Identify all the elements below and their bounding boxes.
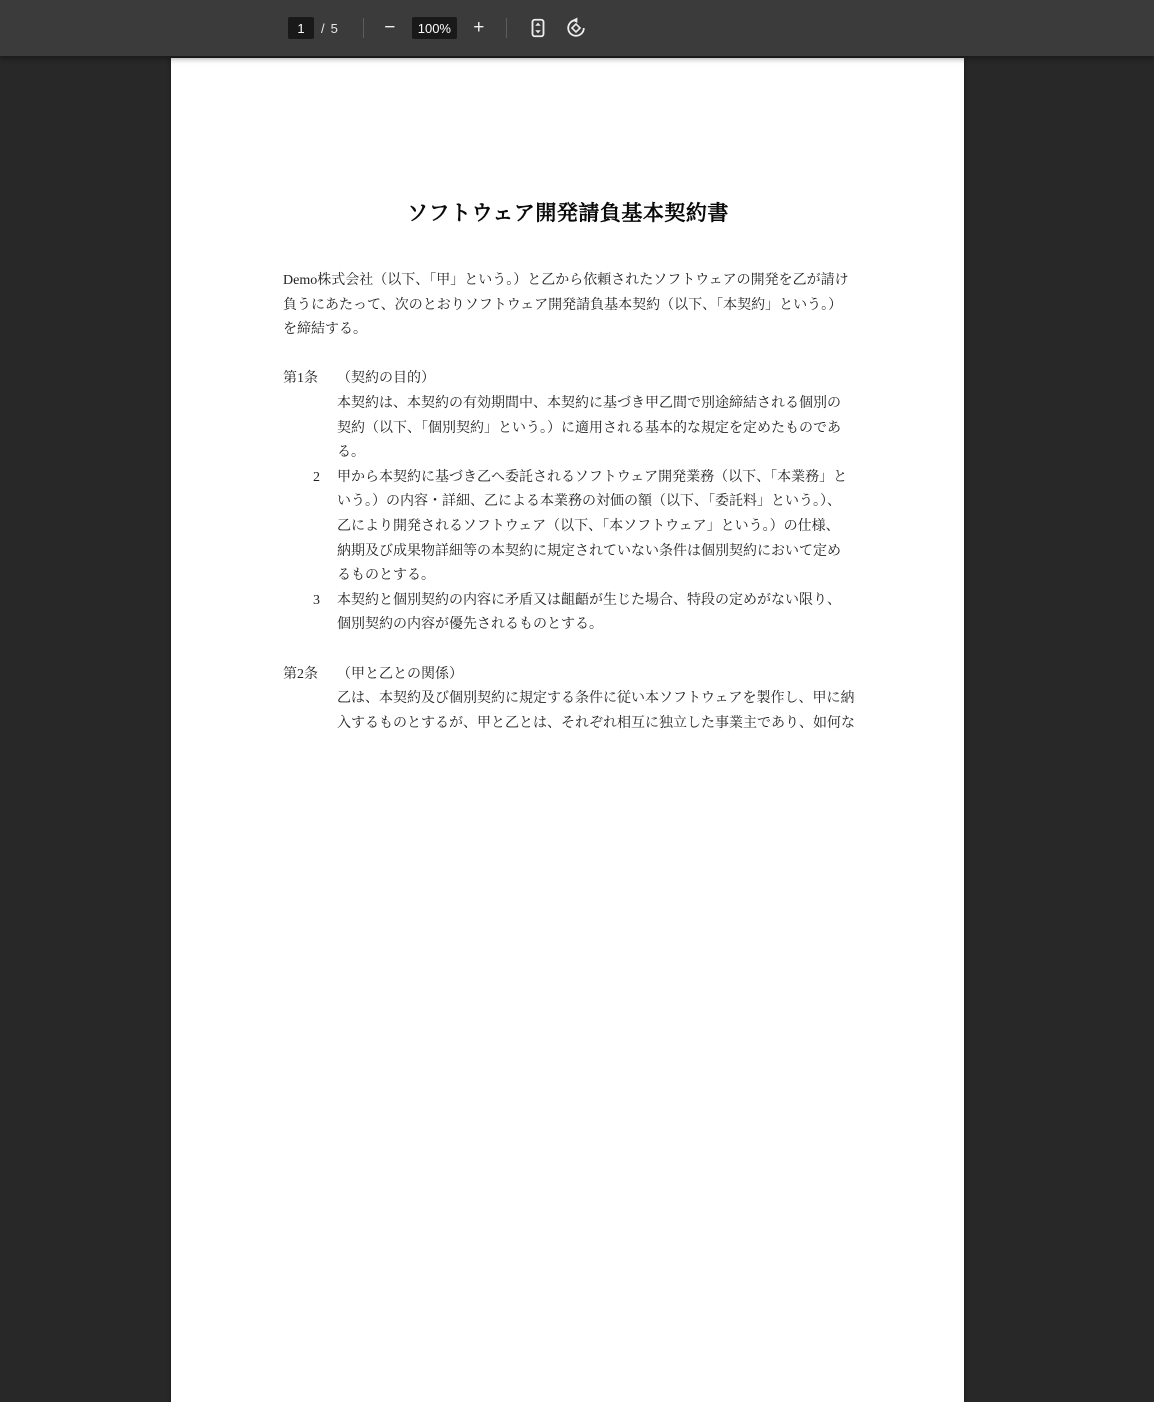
blank-line	[283, 343, 853, 368]
page-total: 5	[330, 20, 339, 36]
clause-number: 3	[313, 592, 320, 608]
fit-to-page-icon	[527, 17, 549, 39]
page-count-label	[321, 21, 344, 36]
document-body	[283, 269, 853, 736]
pdf-page	[171, 58, 964, 1402]
article-number: 第2条	[283, 666, 318, 682]
text-line: 乙は、本契約及び個別契約に規定する条件に従い本ソフトウェアを製作し、甲に納	[337, 691, 855, 707]
preamble-paragraph	[283, 269, 853, 343]
text-line: 本契約は、本契約の有効期間中、本契約に基づき甲乙間で別途締結される個別の	[337, 395, 841, 411]
zoom-in-button[interactable]: +	[466, 15, 492, 41]
zoom-level-input[interactable]	[412, 17, 457, 39]
text-line: る。	[337, 445, 365, 461]
toolbar-separator	[506, 18, 507, 38]
article-title: （甲と乙との関係）	[337, 666, 463, 682]
page-divider: /	[321, 20, 326, 36]
zoom-out-button[interactable]: −	[377, 15, 403, 41]
clause-block	[283, 466, 853, 589]
article-number: 第1条	[283, 371, 318, 387]
text-line: 契約（以下、「個別契約」という。）に適用される基本的な規定を定めたものであ	[337, 420, 841, 436]
fit-to-page-button[interactable]	[523, 13, 553, 43]
text-line: るものとする。	[337, 568, 435, 584]
clause-number: 2	[313, 469, 320, 485]
text-line: 負うにあたって、次のとおりソフトウェア開発請負基本契約（以下、「本契約」という。）	[283, 297, 843, 313]
clause-block	[283, 392, 853, 466]
text-line: 個別契約の内容が優先されるものとする。	[337, 617, 603, 633]
rotate-button[interactable]	[561, 13, 591, 43]
text-line: 入するものとするが、甲と乙とは、それぞれ相互に独立した事業主であり、如何な	[337, 715, 855, 731]
article-heading	[283, 367, 853, 392]
page-number-input[interactable]	[288, 17, 314, 39]
text-line: 納期及び成果物詳細等の本契約に規定されていない条件は個別契約において定め	[337, 543, 841, 559]
blank-line	[283, 638, 853, 663]
text-line: Demo株式会社（以下、「甲」という。）と乙から依頼されたソフトウェアの開発を乙が請け	[283, 273, 849, 288]
clause-block	[283, 687, 853, 736]
toolbar-separator	[363, 18, 364, 38]
text-line: を締結する。	[283, 322, 367, 338]
toolbar-controls	[288, 0, 599, 56]
text-line: 乙により開発されるソフトウェア（以下、「本ソフトウェア」という。）の仕様、	[337, 518, 840, 534]
pdf-viewer-toolbar	[0, 0, 1154, 56]
article-heading	[283, 663, 853, 688]
document-title: ソフトウェア開発請負基本契約書	[407, 201, 729, 225]
text-line: いう。）の内容・詳細、乙による本業務の対価の額（以下、「委託料」という。）、	[337, 494, 841, 510]
rotate-counterclockwise-icon	[565, 17, 587, 39]
text-line: 甲から本契約に基づき乙へ委託されるソフトウェア開発業務（以下、「本業務」と	[337, 469, 848, 485]
clause-block	[283, 589, 853, 638]
article-title: （契約の目的）	[337, 371, 435, 387]
text-line: 本契約と個別契約の内容に矛盾又は齟齬が生じた場合、特段の定めがない限り、	[337, 592, 841, 608]
